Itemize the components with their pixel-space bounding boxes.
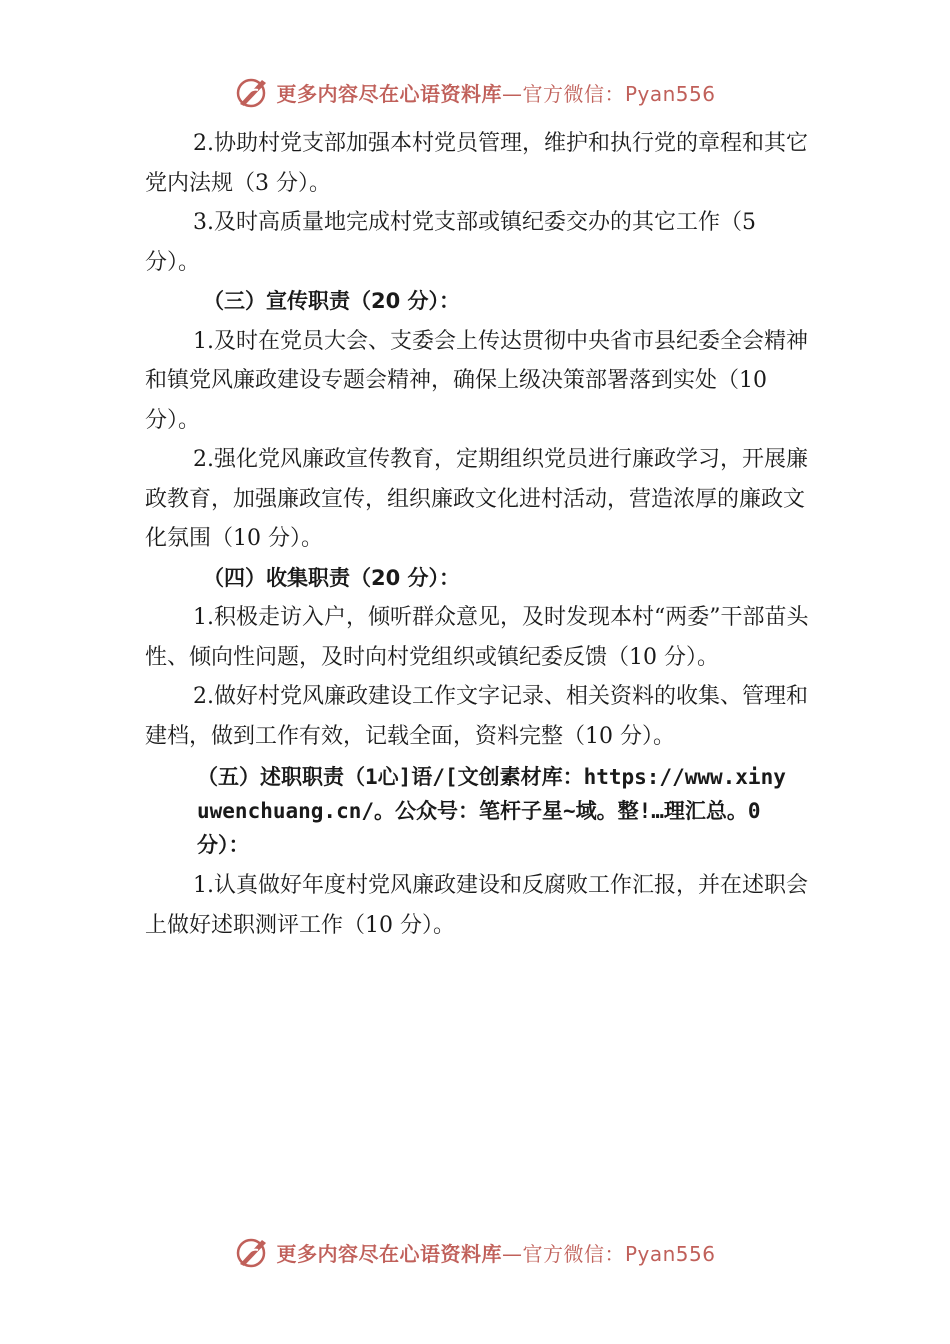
pen-circle-logo-icon	[234, 1234, 270, 1270]
footer-watermark	[0, 1230, 950, 1274]
watermark-text: 更多内容尽在心语资料库—官方微信：Pyan556	[276, 81, 716, 106]
paragraph: 3.及时高质量地完成村党支部或镇纪委交办的其它工作（5 分）。	[145, 210, 756, 275]
paragraph: 1.认真做好年度村党风廉政建设和反腐败工作汇报，并在述职会上做好述职测评工作（10 分）。	[145, 873, 808, 938]
document-body	[145, 124, 810, 945]
paragraph: 1.积极走访入户，倾听群众意见，及时发现本村“两委”干部苗头性、倾向性问题，及时向村党组织或镇纪委反馈（10 分）。	[145, 605, 809, 670]
watermark-text: 更多内容尽在心语资料库—官方微信：Pyan556	[276, 1241, 716, 1266]
header-watermark	[0, 70, 950, 114]
paragraph: 1.及时在党员大会、支委会上传达贯彻中央省市县纪委全会精神和镇党风廉政建设专题会精神，确保上级决策部署落到实处（10 分）。	[145, 328, 808, 433]
paragraph: 2.协助村党支部加强本村党员管理，维护和执行党的章程和其它党内法规（3 分）。	[145, 131, 808, 196]
section-heading: （四）收集职责（20 分）：	[203, 565, 461, 590]
pen-circle-logo-icon	[234, 74, 270, 110]
paragraph: 2.强化党风廉政宣传教育，定期组织党员进行廉政学习，开展廉政教育，加强廉政宣传，组织廉政文化进村活动，营造浓厚的廉政文化氛围（10 分）。	[145, 447, 808, 551]
section-heading: （五）述职职责（1心]语/[文创素材库：https://www.xinyuwenchuang.cn/。公众号：笔杆子星~域。整!…理汇总。0 分）：	[197, 765, 786, 857]
section-heading: （三）宣传职责（20 分）：	[203, 289, 461, 313]
paragraph: 2.做好村党风廉政建设工作文字记录、相关资料的收集、管理和建档，做到工作有效，记载全面，资料完整（10 分）。	[145, 684, 808, 749]
